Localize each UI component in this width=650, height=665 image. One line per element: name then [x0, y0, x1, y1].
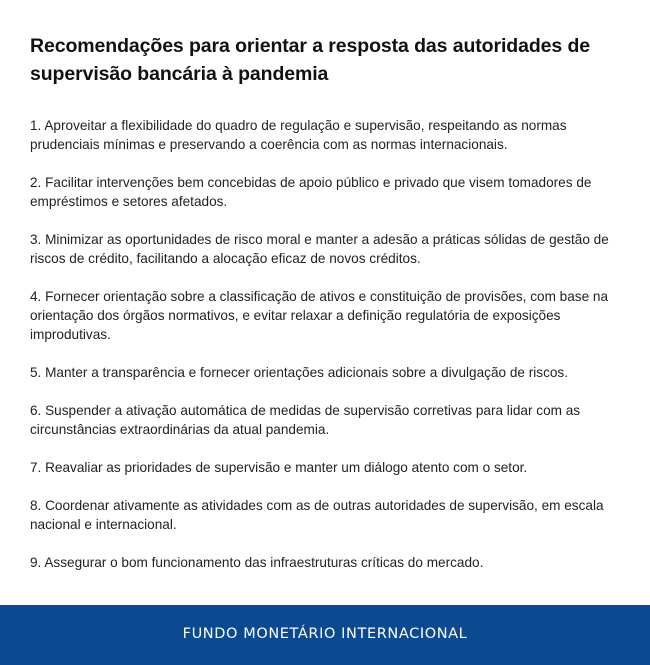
- list-item: 8. Coordenar ativamente as atividades com as de outras autoridades de supervisão, em escala nacional e internacional.: [30, 498, 604, 532]
- list-item: 5. Manter a transparência e fornecer orientações adicionais sobre a divulgação de riscos.: [30, 365, 569, 380]
- list-item: 1. Aproveitar a flexibilidade do quadro de regulação e supervisão, respeitando as normas prudenciais mínimas e preservando a coerência com as normas internacionais.: [30, 118, 567, 152]
- list-item: 4. Fornecer orientação sobre a classificação de ativos e constituição de provisões, com base na orientação dos órgãos normativos, e evitar relaxar a definição regulatória de exposições improdutivas.: [30, 289, 609, 342]
- page-title: Recomendações para orientar a resposta das autoridades de supervisão bancária à pandemia: [30, 35, 591, 85]
- recommendations-list: [30, 116, 624, 591]
- list-item: 2. Facilitar intervenções bem concebidas de apoio público e privado que visem tomadores de empréstimos e setores afetados.: [30, 175, 592, 209]
- list-item: 6. Suspender a ativação automática de medidas de supervisão corretivas para lidar com as circunstâncias extraordinárias da atual pandemia.: [30, 403, 581, 437]
- list-item: 9. Assegurar o bom funcionamento das infraestruturas críticas do mercado.: [30, 555, 484, 570]
- imf-logo-text: FUNDO MONETÁRIO INTERNACIONAL: [182, 626, 468, 642]
- list-item: 7. Reavaliar as prioridades de supervisão e manter um diálogo atento com o setor.: [30, 460, 528, 475]
- footer-bar: [0, 605, 650, 665]
- list-item: 3. Minimizar as oportunidades de risco moral e manter a adesão a práticas sólidas de gestão de riscos de crédito, facilitando a alocação eficaz de novos créditos.: [30, 232, 609, 266]
